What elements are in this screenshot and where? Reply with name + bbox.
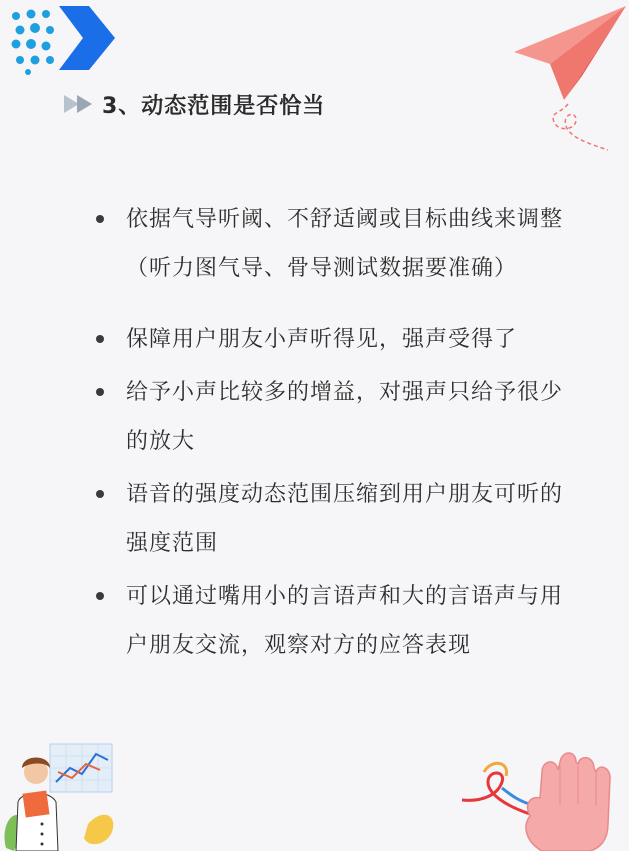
section-heading [62, 88, 325, 120]
list-item [92, 368, 572, 466]
list-item-text: 给予小声比较多的增益，对强声只给予很少的放大 [126, 380, 564, 454]
bullet-dot-icon [96, 215, 104, 223]
list-item-text: 语音的强度动态范围压缩到用户朋友可听的强度范围 [126, 482, 564, 556]
chevron-right-icon [55, 4, 117, 72]
list-item [92, 572, 572, 670]
bullet-dot-icon [96, 592, 104, 600]
hand-heart-illustration [458, 744, 629, 851]
list-item-text: 保障用户朋友小声听得见，强声受得了 [126, 327, 518, 352]
list-item-text: 可以通过嘴用小的言语声和大的言语声与用户朋友交流，观察对方的应答表现 [126, 584, 564, 658]
bullet-dot-icon [96, 490, 104, 498]
person-chart-illustration [0, 738, 128, 851]
double-triangle-icon [62, 94, 96, 114]
bullet-dot-icon [96, 335, 104, 343]
list-item [92, 315, 572, 364]
list-item-text: 依据气导听阈、不舒适阈或目标曲线来调整（听力图气导、骨导测试数据要准确） [126, 207, 564, 281]
list-item [92, 195, 572, 293]
bullet-list [92, 195, 572, 674]
bullet-dot-icon [96, 388, 104, 396]
heading-title: 3、动态范围是否恰当 [102, 93, 326, 119]
paper-plane-icon [510, 4, 628, 154]
list-item [92, 470, 572, 568]
